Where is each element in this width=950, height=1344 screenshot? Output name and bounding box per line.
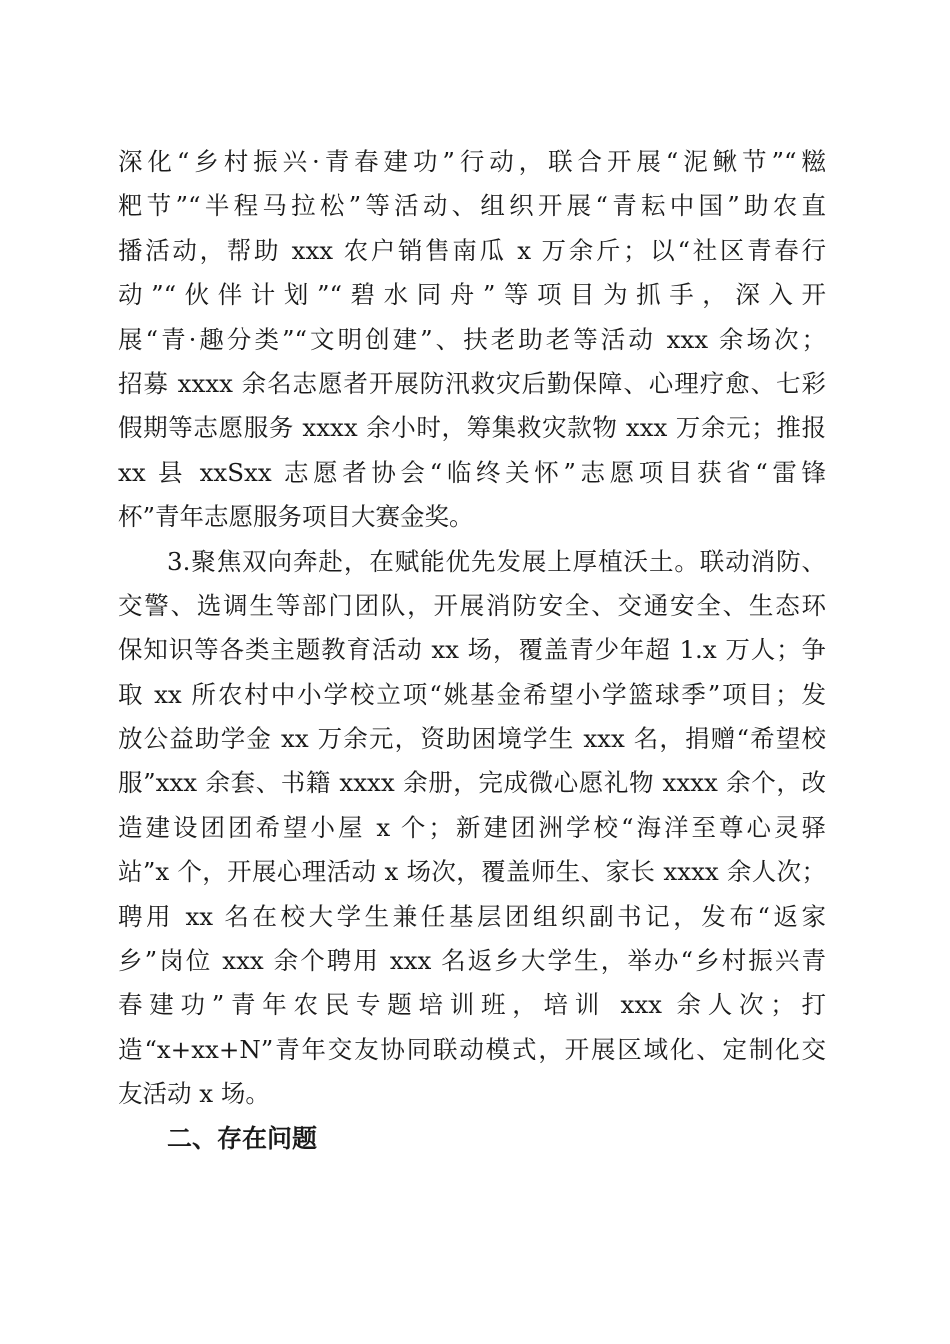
text-line: 播活动，帮助 xxx 农户销售南瓜 x 万余斤；以“社区青春行 <box>118 235 826 265</box>
text-line: 保知识等各类主题教育活动 xx 场，覆盖青少年超 1.x 万人；争 <box>118 635 826 665</box>
text-line: 展“青·趣分类”“文明创建”、扶老助老等活动 xxx 余场次； <box>118 324 826 354</box>
text-line: 服”xxx 余套、书籍 xxxx 余册，完成微心愿礼物 xxxx 余个，改 <box>118 768 826 798</box>
paragraph-volunteer-services <box>118 140 826 540</box>
text-line: 造“x+xx+N”青年交友协同联动模式，开展区域化、定制化交 <box>118 1034 826 1064</box>
text-line: 杯”青年志愿服务项目大赛金奖。 <box>118 502 474 532</box>
text-line: 造建设团团希望小屋 x 个；新建团洲学校“海洋至尊心灵驿 <box>118 812 826 842</box>
section-heading: 二、存在问题 <box>167 1123 318 1153</box>
text-line: 乡”岗位 xxx 余个聘用 xxx 名返乡大学生，举办“乡村振兴青 <box>118 946 826 976</box>
text-line: 3.聚焦双向奔赴，在赋能优先发展上厚植沃土。联动消防、 <box>167 546 826 576</box>
text-line: 粑节”“半程马拉松”等活动、组织开展“青耘中国”助农直 <box>118 191 826 221</box>
text-line: 交警、选调生等部门团队，开展消防安全、交通安全、生态环 <box>118 590 826 620</box>
text-line: 动”“伙伴计划”“碧水同舟”等项目为抓手，深入开 <box>118 280 826 310</box>
text-line: 深化“乡村振兴·青春建功”行动，联合开展“泥鳅节”“糍 <box>118 147 826 176</box>
text-line: 春建功”青年农民专题培训班，培训 xxx 余人次；打 <box>118 990 826 1020</box>
paragraph-empowerment <box>118 540 826 1117</box>
text-line: 放公益助学金 xx 万余元，资助困境学生 xxx 名，捐赠“希望校 <box>118 724 826 754</box>
text-line: 聘用 xx 名在校大学生兼任基层团组织副书记，发布“返家 <box>118 901 826 931</box>
text-line: 友活动 x 场。 <box>118 1079 270 1109</box>
text-line: 取 xx 所农村中小学校立项“姚基金希望小学篮球季”项目；发 <box>118 679 826 709</box>
text-line: 招募 xxxx 余名志愿者开展防汛救灾后勤保障、心理疗愈、七彩 <box>118 368 826 398</box>
text-line: 站”x 个，开展心理活动 x 场次，覆盖师生、家长 xxxx 余人次； <box>118 857 826 887</box>
text-line: 假期等志愿服务 xxxx 余小时，筹集救灾款物 xxx 万余元；推报 <box>118 413 826 443</box>
text-line: xx 县 xxSxx 志愿者协会“临终关怀”志愿项目获省“雷锋 <box>118 457 826 487</box>
document-body <box>118 140 826 1161</box>
